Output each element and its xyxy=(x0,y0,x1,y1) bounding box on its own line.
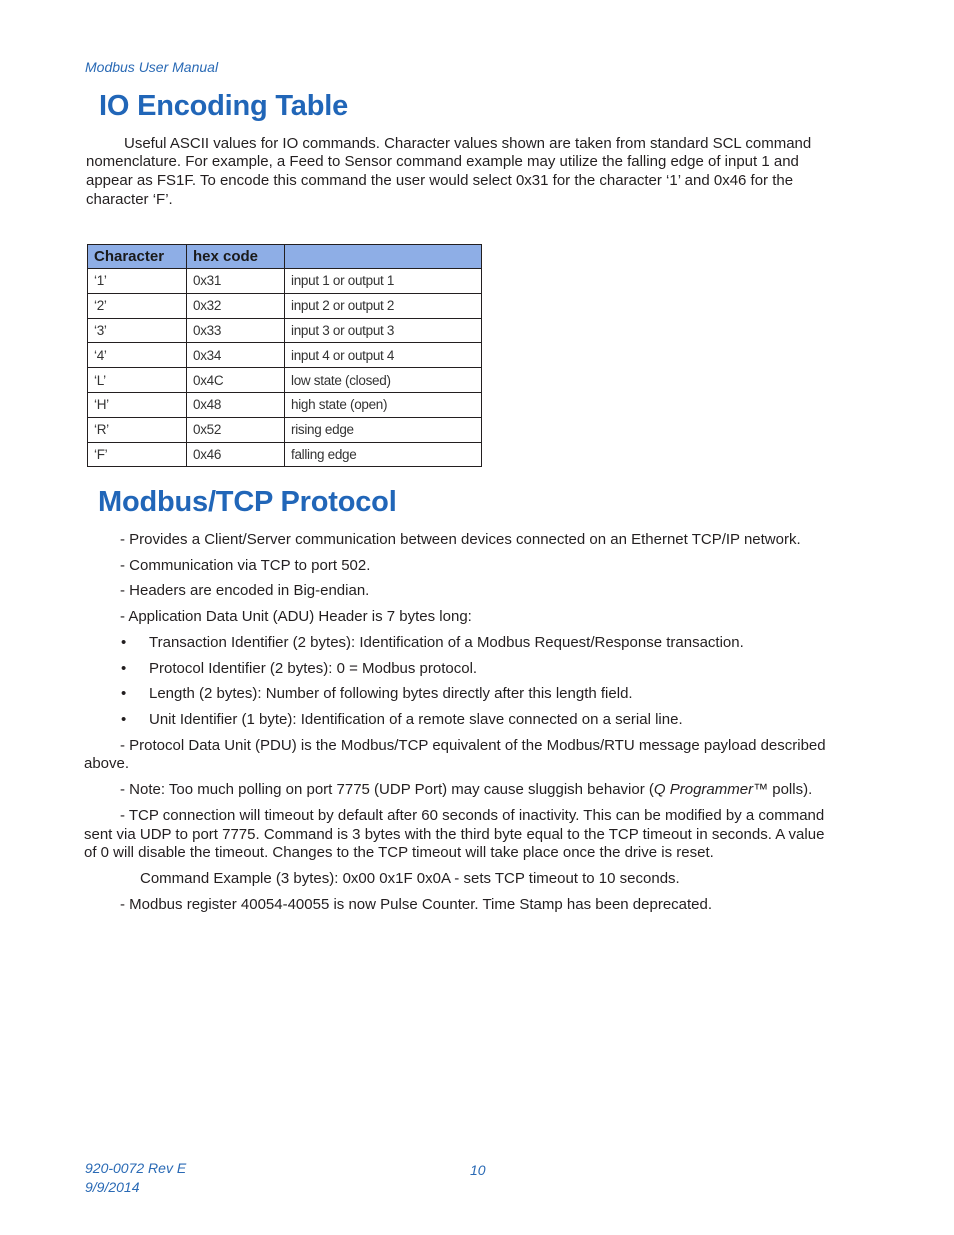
column-header-description xyxy=(285,245,482,269)
table-row xyxy=(88,417,482,442)
cell-hex-code: 0x31 xyxy=(187,269,285,294)
cell-character: ‘L’ xyxy=(88,368,187,393)
table-row xyxy=(88,343,482,368)
running-header: Modbus User Manual xyxy=(85,59,219,75)
section-title-io-encoding: IO Encoding Table xyxy=(99,90,349,122)
timeout-line-1: - TCP connection will timeout by default after 60 seconds of inactivity. This can be modified by a command xyxy=(120,807,825,824)
io-encoding-table xyxy=(87,244,482,467)
cell-character: ‘2’ xyxy=(88,293,187,318)
pdu-line-2: above. xyxy=(84,755,130,772)
tcp-item-adu-header: - Application Data Unit (ADU) Header is 7 bytes long: xyxy=(120,608,472,625)
timeout-line-3: of 0 will disable the timeout. Changes to the TCP timeout will take place once the drive is reset. xyxy=(84,844,714,861)
polling-note-suffix: polls). xyxy=(768,781,813,798)
bullet-marker: • xyxy=(121,660,127,677)
tcp-item-client-server: - Provides a Client/Server communication between devices connected on an Ethernet TCP/IP network. xyxy=(120,531,801,548)
cell-character: ‘F’ xyxy=(88,442,187,467)
cell-description: rising edge xyxy=(285,417,482,442)
table-row xyxy=(88,293,482,318)
cell-hex-code: 0x32 xyxy=(187,293,285,318)
intro-line-2: nomenclature. For example, a Feed to Sensor command example may utilize the falling edge of input 1 and xyxy=(86,153,799,170)
cell-description: input 1 or output 1 xyxy=(285,269,482,294)
cell-hex-code: 0x52 xyxy=(187,417,285,442)
cell-character: ‘1’ xyxy=(88,269,187,294)
bullet-marker: • xyxy=(121,711,127,728)
intro-line-3: appear as FS1F. To encode this command the user would select 0x31 for the character ‘1’ and 0x46 for the xyxy=(86,172,794,189)
table-row xyxy=(88,318,482,343)
intro-line-1: Useful ASCII values for IO commands. Character values shown are taken from standard SCL command xyxy=(124,135,812,152)
polling-note-prefix: - Note: Too much polling on port 7775 (UDP Port) may cause sluggish behavior ( xyxy=(120,781,654,798)
polling-note-product: Q Programmer™ xyxy=(653,781,769,798)
tcp-item-port: - Communication via TCP to port 502. xyxy=(120,557,371,574)
timeout-line-2: sent via UDP to port 7775. Command is 3 bytes with the third byte equal to the TCP timeout in seconds. A value xyxy=(84,826,825,843)
cell-hex-code: 0x34 xyxy=(187,343,285,368)
footer-doc-number: 920-0072 Rev E xyxy=(85,1160,187,1176)
table-row xyxy=(88,442,482,467)
page-number: 10 xyxy=(470,1162,486,1178)
polling-note xyxy=(120,781,812,798)
table-row xyxy=(88,269,482,294)
adu-bullet-length: Length (2 bytes): Number of following bytes directly after this length field. xyxy=(149,685,633,702)
cell-hex-code: 0x4C xyxy=(187,368,285,393)
section-title-modbus-tcp: Modbus/TCP Protocol xyxy=(98,486,397,518)
bullet-marker: • xyxy=(121,685,127,702)
cell-hex-code: 0x46 xyxy=(187,442,285,467)
table-header-row xyxy=(88,245,482,269)
cell-description: input 2 or output 2 xyxy=(285,293,482,318)
column-header-character: Character xyxy=(88,245,187,269)
bullet-marker: • xyxy=(121,634,127,651)
cell-hex-code: 0x48 xyxy=(187,392,285,417)
adu-bullet-transaction-id: Transaction Identifier (2 bytes): Identification of a Modbus Request/Response transaction. xyxy=(149,634,744,651)
intro-line-4: character ‘F’. xyxy=(86,191,173,208)
cell-description: low state (closed) xyxy=(285,368,482,393)
cell-description: input 3 or output 3 xyxy=(285,318,482,343)
cell-character: ‘3’ xyxy=(88,318,187,343)
cell-character: ‘H’ xyxy=(88,392,187,417)
cell-character: ‘R’ xyxy=(88,417,187,442)
cell-hex-code: 0x33 xyxy=(187,318,285,343)
cell-character: ‘4’ xyxy=(88,343,187,368)
footer-date: 9/9/2014 xyxy=(85,1179,140,1195)
tcp-item-endian: - Headers are encoded in Big-endian. xyxy=(120,582,370,599)
cell-description: falling edge xyxy=(285,442,482,467)
table-row xyxy=(88,392,482,417)
column-header-hex-code: hex code xyxy=(187,245,285,269)
pdu-line-1: - Protocol Data Unit (PDU) is the Modbus/TCP equivalent of the Modbus/RTU message payload described xyxy=(120,737,826,754)
adu-bullet-protocol-id: Protocol Identifier (2 bytes): 0 = Modbus protocol. xyxy=(149,660,478,677)
adu-bullet-unit-id: Unit Identifier (1 byte): Identification of a remote slave connected on a serial line. xyxy=(149,711,683,728)
cell-description: input 4 or output 4 xyxy=(285,343,482,368)
command-example: Command Example (3 bytes): 0x00 0x1F 0x0A - sets TCP timeout to 10 seconds. xyxy=(140,870,680,887)
table-row xyxy=(88,368,482,393)
register-note: - Modbus register 40054-40055 is now Pulse Counter. Time Stamp has been deprecated. xyxy=(120,896,713,913)
cell-description: high state (open) xyxy=(285,392,482,417)
